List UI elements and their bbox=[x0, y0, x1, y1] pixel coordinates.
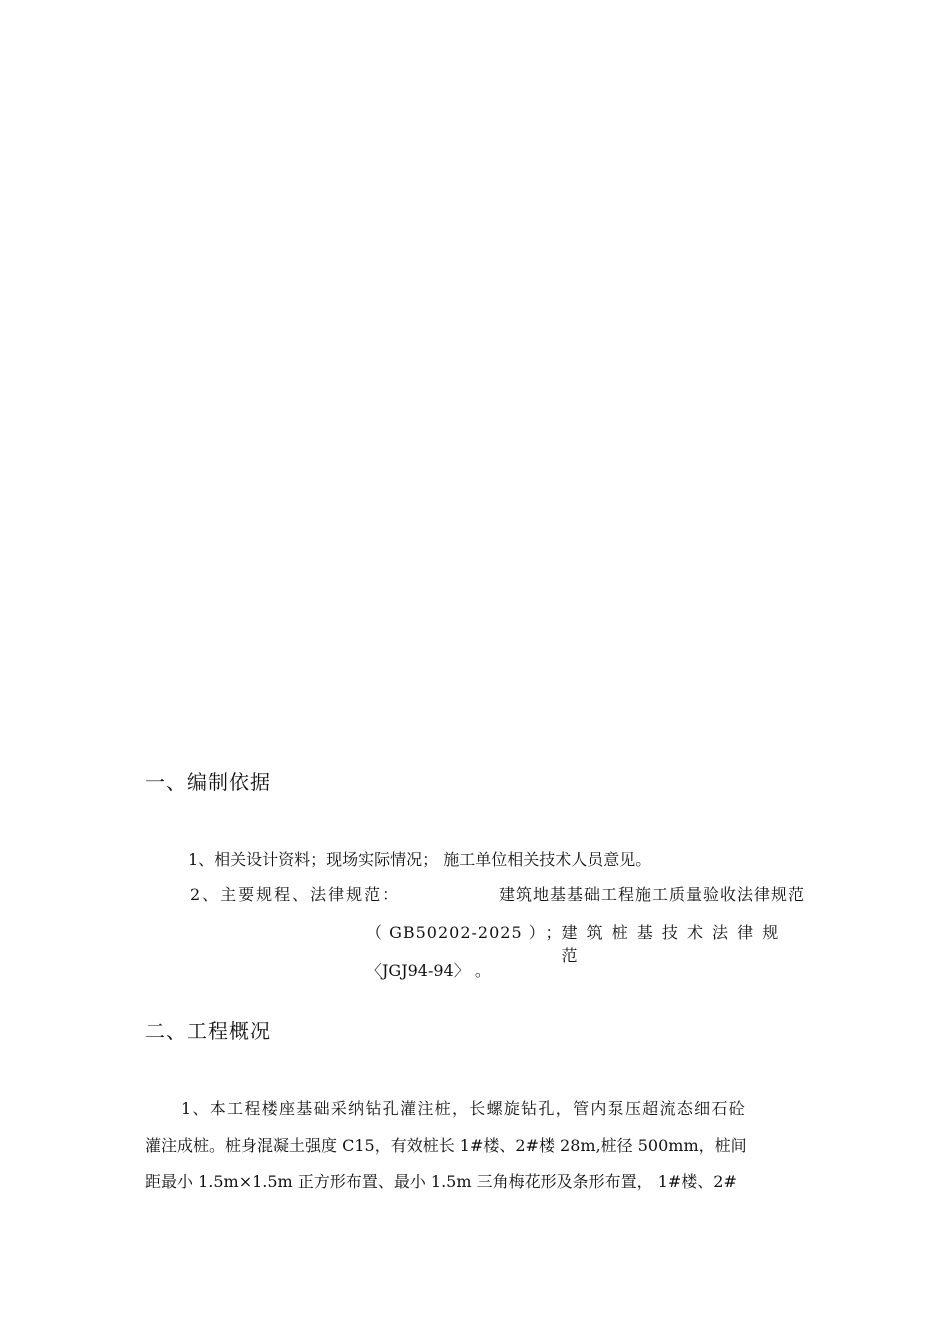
basis-item-2-label: 2、主要规程、法律规范： bbox=[190, 885, 401, 904]
overview-para-line-3: 距最小 1.5m×1.5m 正方形布置、最小 1.5m 三角梅花形及条形布置， 1#楼、2# bbox=[145, 1172, 737, 1191]
basis-item-1: 1、相关设计资料；现场实际情况； 施工单位相关技术人员意见。 bbox=[188, 850, 652, 869]
basis-item-2-code: （ GB50202-2025 ） bbox=[366, 923, 546, 942]
overview-para-line-1 bbox=[181, 1096, 805, 1119]
basis-item-2-text: 建筑地基基础工程施工质量验收法律规范 bbox=[498, 885, 805, 904]
basis-item-2-line-3: 〈JGJ94-94〉 。 bbox=[366, 961, 491, 980]
section-heading-basis: 一、编制依据 bbox=[145, 770, 271, 794]
overview-para-line-2: 灌注成桩。桩身混凝土强度 C15，有效桩长 1#楼、2#楼 28m,桩径 500mm，桩间 bbox=[145, 1136, 747, 1155]
section-heading-overview: 二、工程概况 bbox=[145, 1019, 271, 1043]
overview-para-line-1-text: 1、本工程楼座基础采纳钻孔灌注桩，长螺旋钻孔，管内泵压超流态细石砼 bbox=[181, 1099, 747, 1118]
basis-item-2-standard: 建 筑 桩 基 技 术 法 律 规 范 bbox=[561, 923, 781, 965]
basis-item-2-separator: ； bbox=[545, 923, 562, 942]
basis-item-2-line-1 bbox=[190, 882, 805, 905]
